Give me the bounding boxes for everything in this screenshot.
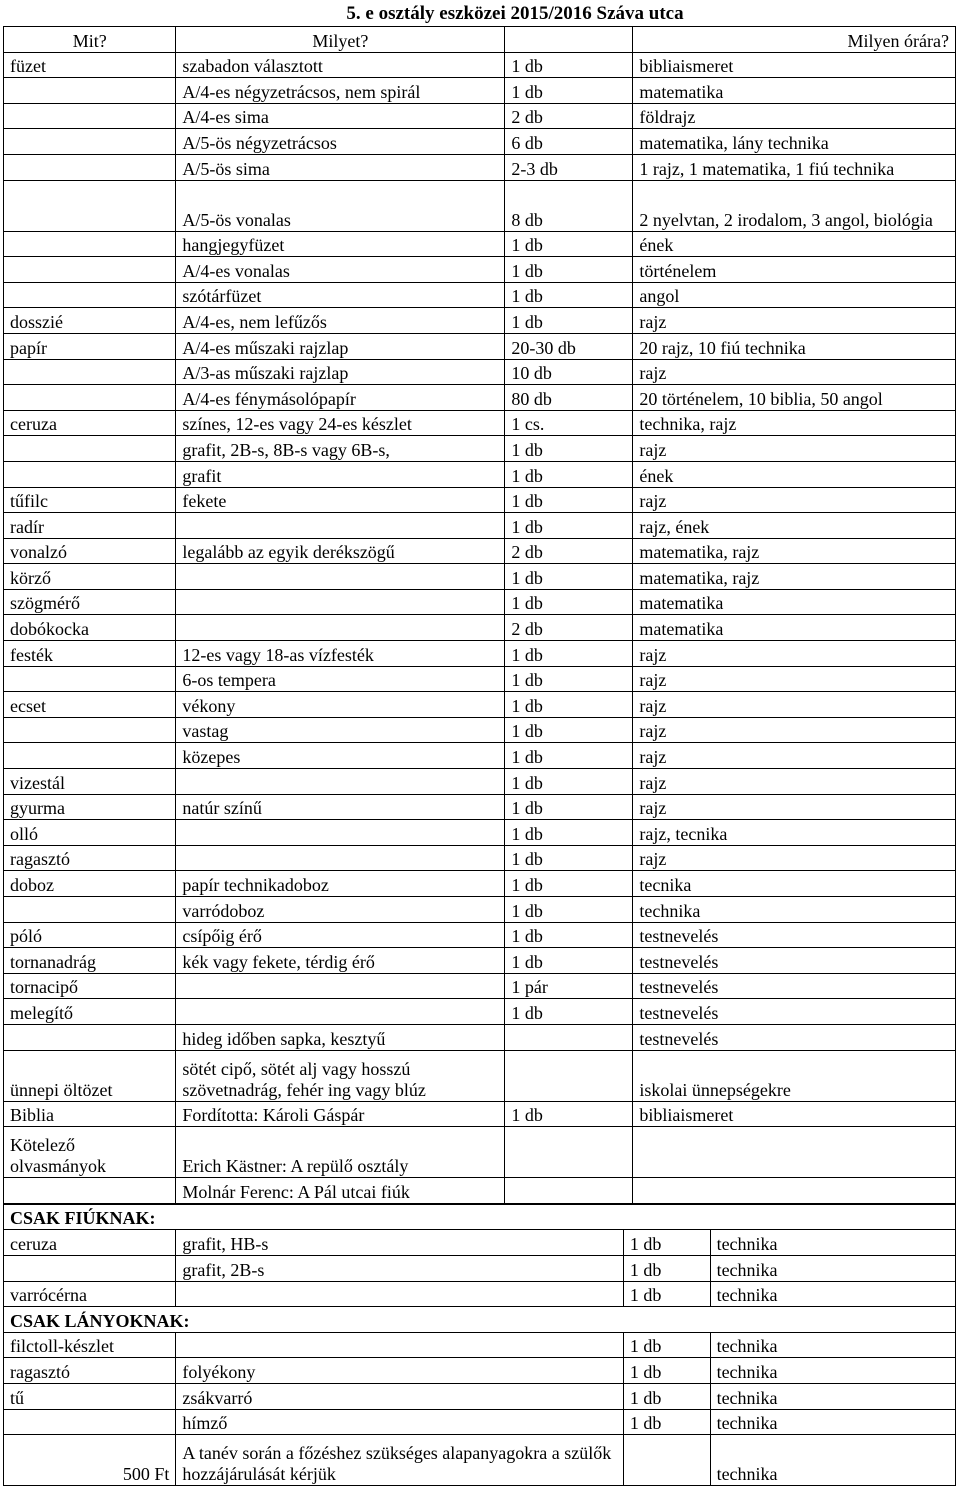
cell-subject: matematika xyxy=(633,78,956,104)
cell-item: ragasztó xyxy=(4,845,176,871)
cell-subject: rajz xyxy=(633,308,956,334)
cell-subject: 1 rajz, 1 matematika, 1 fiú technika xyxy=(633,154,956,180)
cell-kind: natúr színű xyxy=(176,794,505,820)
table-row xyxy=(4,1050,956,1101)
cell-kind: A/5-ös vonalas xyxy=(176,180,505,231)
cell-qty: 1 db xyxy=(505,257,633,283)
supplies-table xyxy=(3,26,956,1204)
cell-qty: 2-3 db xyxy=(505,154,633,180)
table-row xyxy=(4,999,956,1025)
cell-subject: földrajz xyxy=(633,103,956,129)
cell-item xyxy=(4,666,176,692)
cell-qty: 1 db xyxy=(505,769,633,795)
cell-item: ceruza xyxy=(4,410,176,436)
table-row xyxy=(4,692,956,718)
cell-qty: 1 db xyxy=(505,231,633,257)
cell-subject: rajz xyxy=(633,436,956,462)
header-kind: Milyet? xyxy=(176,27,505,53)
cell-kind: A/4-es négyzetrácsos, nem spirál xyxy=(176,78,505,104)
cell-item: Biblia xyxy=(4,1101,176,1127)
table-row xyxy=(4,615,956,641)
cell-qty: 1 db xyxy=(505,1101,633,1127)
table-row xyxy=(4,871,956,897)
table-row xyxy=(4,129,956,155)
cell-item: festék xyxy=(4,641,176,667)
cell-subject: matematika xyxy=(633,615,956,641)
cell-qty: 1 db xyxy=(505,999,633,1025)
cell-item xyxy=(4,1024,176,1050)
cell-qty xyxy=(505,1050,633,1101)
cell-subject: iskolai ünnepségekre xyxy=(633,1050,956,1101)
cell-kind xyxy=(176,845,505,871)
cell-item xyxy=(4,385,176,411)
cell-qty: 1 db xyxy=(505,717,633,743)
cell-subject: testnevelés xyxy=(633,999,956,1025)
cell-kind: hímző xyxy=(176,1409,623,1435)
table-row xyxy=(4,1358,956,1384)
cell-qty: 1 db xyxy=(505,513,633,539)
cell-qty: 1 db xyxy=(505,820,633,846)
header-qty-empty xyxy=(505,27,633,53)
cell-qty xyxy=(505,1178,633,1204)
cell-item: ceruza xyxy=(4,1230,176,1256)
cell-qty xyxy=(623,1435,710,1486)
cell-item: ragasztó xyxy=(4,1358,176,1384)
cell-subject: testnevelés xyxy=(633,948,956,974)
cell-subject: technika xyxy=(710,1332,955,1358)
cell-item xyxy=(4,1255,176,1281)
cell-subject: bibliaismeret xyxy=(633,52,956,78)
cell-subject: testnevelés xyxy=(633,1024,956,1050)
cell-qty: 1 db xyxy=(623,1230,710,1256)
cell-item: 500 Ft xyxy=(4,1435,176,1486)
table-row xyxy=(4,154,956,180)
section-heading-boys: CSAK FIÚKNAK: xyxy=(4,1204,956,1230)
table-row xyxy=(4,922,956,948)
cell-kind: grafit, 2B-s xyxy=(176,1255,623,1281)
cell-qty: 1 db xyxy=(505,922,633,948)
table-row xyxy=(4,1255,956,1281)
cell-kind: A/3-as műszaki rajzlap xyxy=(176,359,505,385)
cell-subject xyxy=(633,1178,956,1204)
cell-qty: 1 pár xyxy=(505,973,633,999)
cell-subject: rajz xyxy=(633,487,956,513)
cell-subject: történelem xyxy=(633,257,956,283)
cell-kind: A/4-es műszaki rajzlap xyxy=(176,333,505,359)
cell-kind xyxy=(176,513,505,539)
cell-item: Kötelező olvasmányok xyxy=(4,1127,176,1178)
section-heading-girls: CSAK LÁNYOKNAK: xyxy=(4,1307,956,1333)
cell-qty: 1 db xyxy=(505,666,633,692)
cell-qty: 10 db xyxy=(505,359,633,385)
cell-kind: hideg időben sapka, kesztyű xyxy=(176,1024,505,1050)
cell-qty: 2 db xyxy=(505,615,633,641)
cell-item: papír xyxy=(4,333,176,359)
cell-item xyxy=(4,154,176,180)
cell-qty: 80 db xyxy=(505,385,633,411)
cell-qty: 1 db xyxy=(505,948,633,974)
cell-qty: 6 db xyxy=(505,129,633,155)
table-row xyxy=(4,769,956,795)
cell-item: tornanadrág xyxy=(4,948,176,974)
cell-subject: matematika, rajz xyxy=(633,564,956,590)
cell-qty: 1 db xyxy=(505,52,633,78)
cell-kind: Fordította: Károli Gáspár xyxy=(176,1101,505,1127)
cell-item xyxy=(4,231,176,257)
cell-item: melegítő xyxy=(4,999,176,1025)
cell-item: dobókocka xyxy=(4,615,176,641)
table-row xyxy=(4,666,956,692)
cell-qty: 1 db xyxy=(505,692,633,718)
cell-kind: A/5-ös sima xyxy=(176,154,505,180)
table-row xyxy=(4,717,956,743)
cell-item: körző xyxy=(4,564,176,590)
header-subject: Milyen órára? xyxy=(633,27,956,53)
cell-kind xyxy=(176,999,505,1025)
table-row xyxy=(4,103,956,129)
cell-item: vonalzó xyxy=(4,538,176,564)
cell-subject: rajz xyxy=(633,692,956,718)
cell-qty: 1 db xyxy=(505,436,633,462)
page-title: 5. e osztály eszközei 2015/2016 Száva utca xyxy=(346,3,684,24)
cell-subject: angol xyxy=(633,282,956,308)
cell-kind: zsákvarró xyxy=(176,1383,623,1409)
cell-subject: technika xyxy=(710,1358,955,1384)
cell-item: füzet xyxy=(4,52,176,78)
table-row xyxy=(4,1024,956,1050)
cell-kind xyxy=(176,1332,623,1358)
cell-kind: A/5-ös négyzetrácsos xyxy=(176,129,505,155)
cell-item: varrócérna xyxy=(4,1281,176,1307)
cell-subject xyxy=(633,1127,956,1178)
cell-kind: vékony xyxy=(176,692,505,718)
cell-item xyxy=(4,103,176,129)
table-row xyxy=(4,52,956,78)
cell-subject: 2 nyelvtan, 2 irodalom, 3 angol, biológia xyxy=(633,180,956,231)
cell-qty: 1 db xyxy=(623,1281,710,1307)
cell-qty: 1 db xyxy=(623,1358,710,1384)
table-row xyxy=(4,743,956,769)
cell-kind: színes, 12-es vagy 24-es készlet xyxy=(176,410,505,436)
table-row xyxy=(4,436,956,462)
table-row xyxy=(4,359,956,385)
cell-subject: rajz, ének xyxy=(633,513,956,539)
cell-kind: fekete xyxy=(176,487,505,513)
table-row xyxy=(4,513,956,539)
cell-item: tű xyxy=(4,1383,176,1409)
table-row xyxy=(4,1435,956,1486)
cell-subject: technika xyxy=(710,1435,955,1486)
cell-kind: 6-os tempera xyxy=(176,666,505,692)
cell-item xyxy=(4,1178,176,1204)
cell-kind xyxy=(176,589,505,615)
table-row xyxy=(4,333,956,359)
cell-qty: 20-30 db xyxy=(505,333,633,359)
table-row xyxy=(4,1332,956,1358)
cell-kind xyxy=(176,615,505,641)
cell-kind: A/4-es sima xyxy=(176,103,505,129)
cell-item xyxy=(4,129,176,155)
cell-subject: rajz xyxy=(633,641,956,667)
cell-kind: 12-es vagy 18-as vízfesték xyxy=(176,641,505,667)
cell-subject: ének xyxy=(633,231,956,257)
cell-qty xyxy=(505,1127,633,1178)
cell-kind xyxy=(176,820,505,846)
cell-item xyxy=(4,359,176,385)
cell-kind: szótárfüzet xyxy=(176,282,505,308)
table-row xyxy=(4,257,956,283)
cell-subject: rajz xyxy=(633,717,956,743)
table-row xyxy=(4,487,956,513)
cell-qty: 1 db xyxy=(505,871,633,897)
cell-item xyxy=(4,282,176,308)
cell-subject: technika xyxy=(633,897,956,923)
cell-item xyxy=(4,78,176,104)
cell-kind: A/4-es, nem lefűzős xyxy=(176,308,505,334)
cell-subject: matematika, rajz xyxy=(633,538,956,564)
cell-kind: szabadon választott xyxy=(176,52,505,78)
cell-qty: 1 db xyxy=(505,308,633,334)
cell-item: dosszié xyxy=(4,308,176,334)
table-row xyxy=(4,1383,956,1409)
table-row xyxy=(4,897,956,923)
table-row xyxy=(4,589,956,615)
cell-item: olló xyxy=(4,820,176,846)
table-row xyxy=(4,282,956,308)
cell-subject: rajz xyxy=(633,845,956,871)
table-row xyxy=(4,1409,956,1435)
cell-subject: technika xyxy=(710,1383,955,1409)
cell-qty: 1 db xyxy=(623,1409,710,1435)
cell-subject: technika, rajz xyxy=(633,410,956,436)
cell-item: tűfilc xyxy=(4,487,176,513)
cell-item: gyurma xyxy=(4,794,176,820)
cell-item xyxy=(4,1409,176,1435)
cell-kind: csípőig érő xyxy=(176,922,505,948)
cell-qty: 1 db xyxy=(623,1255,710,1281)
cell-kind: varródoboz xyxy=(176,897,505,923)
cell-subject: rajz xyxy=(633,666,956,692)
cell-qty: 2 db xyxy=(505,103,633,129)
cell-subject: rajz xyxy=(633,743,956,769)
cell-qty: 1 cs. xyxy=(505,410,633,436)
cell-qty: 1 db xyxy=(623,1383,710,1409)
cell-subject: bibliaismeret xyxy=(633,1101,956,1127)
cell-kind: A tanév során a főzéshez szükséges alapanyagokra a szülők hozzájárulását kérjük xyxy=(176,1435,623,1486)
cell-kind xyxy=(176,1281,623,1307)
cell-subject: technika xyxy=(710,1255,955,1281)
cell-qty: 1 db xyxy=(505,564,633,590)
cell-subject: matematika xyxy=(633,589,956,615)
gender-specific-table-body xyxy=(4,1204,956,1485)
table-row xyxy=(4,308,956,334)
table-row xyxy=(4,231,956,257)
table-row xyxy=(4,845,956,871)
cell-kind xyxy=(176,564,505,590)
table-row xyxy=(4,385,956,411)
table-row xyxy=(4,1230,956,1256)
cell-qty: 1 db xyxy=(505,897,633,923)
cell-kind: grafit, 2B-s, 8B-s vagy 6B-s, xyxy=(176,436,505,462)
table-row xyxy=(4,794,956,820)
cell-subject: rajz xyxy=(633,769,956,795)
header-item: Mit? xyxy=(4,27,176,53)
table-row xyxy=(4,410,956,436)
cell-qty: 1 db xyxy=(505,78,633,104)
cell-qty: 1 db xyxy=(505,641,633,667)
cell-subject: 20 rajz, 10 fiú technika xyxy=(633,333,956,359)
cell-item xyxy=(4,897,176,923)
cell-qty: 2 db xyxy=(505,538,633,564)
table-header-row xyxy=(4,27,956,53)
cell-qty: 1 db xyxy=(505,743,633,769)
supplies-table-body xyxy=(4,27,956,1204)
section-girls-row xyxy=(4,1307,956,1333)
cell-item: szögmérő xyxy=(4,589,176,615)
cell-subject: technika xyxy=(710,1409,955,1435)
cell-kind: hangjegyfüzet xyxy=(176,231,505,257)
section-boys-row xyxy=(4,1204,956,1230)
cell-kind: vastag xyxy=(176,717,505,743)
cell-subject: technika xyxy=(710,1230,955,1256)
table-row xyxy=(4,564,956,590)
gender-specific-table xyxy=(3,1204,956,1486)
cell-kind: A/4-es vonalas xyxy=(176,257,505,283)
cell-subject: rajz, tecnika xyxy=(633,820,956,846)
cell-item xyxy=(4,717,176,743)
cell-subject: ének xyxy=(633,461,956,487)
cell-qty: 8 db xyxy=(505,180,633,231)
table-row xyxy=(4,948,956,974)
cell-subject: rajz xyxy=(633,794,956,820)
cell-item xyxy=(4,180,176,231)
cell-qty: 1 db xyxy=(505,794,633,820)
cell-item xyxy=(4,257,176,283)
cell-subject: testnevelés xyxy=(633,922,956,948)
cell-kind: Erich Kästner: A repülő osztály xyxy=(176,1127,505,1178)
cell-item: vizestál xyxy=(4,769,176,795)
table-row xyxy=(4,1281,956,1307)
cell-kind: Molnár Ferenc: A Pál utcai fiúk xyxy=(176,1178,505,1204)
table-row xyxy=(4,180,956,231)
cell-item: ecset xyxy=(4,692,176,718)
cell-item: doboz xyxy=(4,871,176,897)
cell-qty: 1 db xyxy=(505,589,633,615)
cell-kind: grafit xyxy=(176,461,505,487)
cell-item: radír xyxy=(4,513,176,539)
cell-item: ünnepi öltözet xyxy=(4,1050,176,1101)
table-row xyxy=(4,973,956,999)
cell-qty: 1 db xyxy=(505,487,633,513)
table-row xyxy=(4,1101,956,1127)
table-row xyxy=(4,641,956,667)
cell-qty: 1 db xyxy=(505,845,633,871)
cell-subject: rajz xyxy=(633,359,956,385)
cell-kind: A/4-es fénymásolópapír xyxy=(176,385,505,411)
table-row xyxy=(4,461,956,487)
cell-kind: kék vagy fekete, térdig érő xyxy=(176,948,505,974)
cell-qty: 1 db xyxy=(505,282,633,308)
cell-subject: matematika, lány technika xyxy=(633,129,956,155)
cell-kind xyxy=(176,973,505,999)
cell-qty: 1 db xyxy=(623,1332,710,1358)
cell-subject: testnevelés xyxy=(633,973,956,999)
cell-item: póló xyxy=(4,922,176,948)
cell-kind: grafit, HB-s xyxy=(176,1230,623,1256)
cell-qty xyxy=(505,1024,633,1050)
cell-subject: technika xyxy=(710,1281,955,1307)
cell-kind: sötét cipő, sötét alj vagy hosszú szövetnadrág, fehér ing vagy blúz xyxy=(176,1050,505,1101)
cell-item: tornacipő xyxy=(4,973,176,999)
table-row xyxy=(4,538,956,564)
table-row xyxy=(4,820,956,846)
table-row xyxy=(4,78,956,104)
cell-item xyxy=(4,436,176,462)
cell-kind: papír technikadoboz xyxy=(176,871,505,897)
cell-subject: 20 történelem, 10 biblia, 50 angol xyxy=(633,385,956,411)
cell-kind: legalább az egyik derékszögű xyxy=(176,538,505,564)
cell-item xyxy=(4,743,176,769)
cell-kind xyxy=(176,769,505,795)
table-row xyxy=(4,1178,956,1204)
cell-item: filctoll-készlet xyxy=(4,1332,176,1358)
cell-kind: folyékony xyxy=(176,1358,623,1384)
cell-kind: közepes xyxy=(176,743,505,769)
table-row xyxy=(4,1127,956,1178)
cell-item xyxy=(4,461,176,487)
cell-qty: 1 db xyxy=(505,461,633,487)
cell-subject: tecnika xyxy=(633,871,956,897)
